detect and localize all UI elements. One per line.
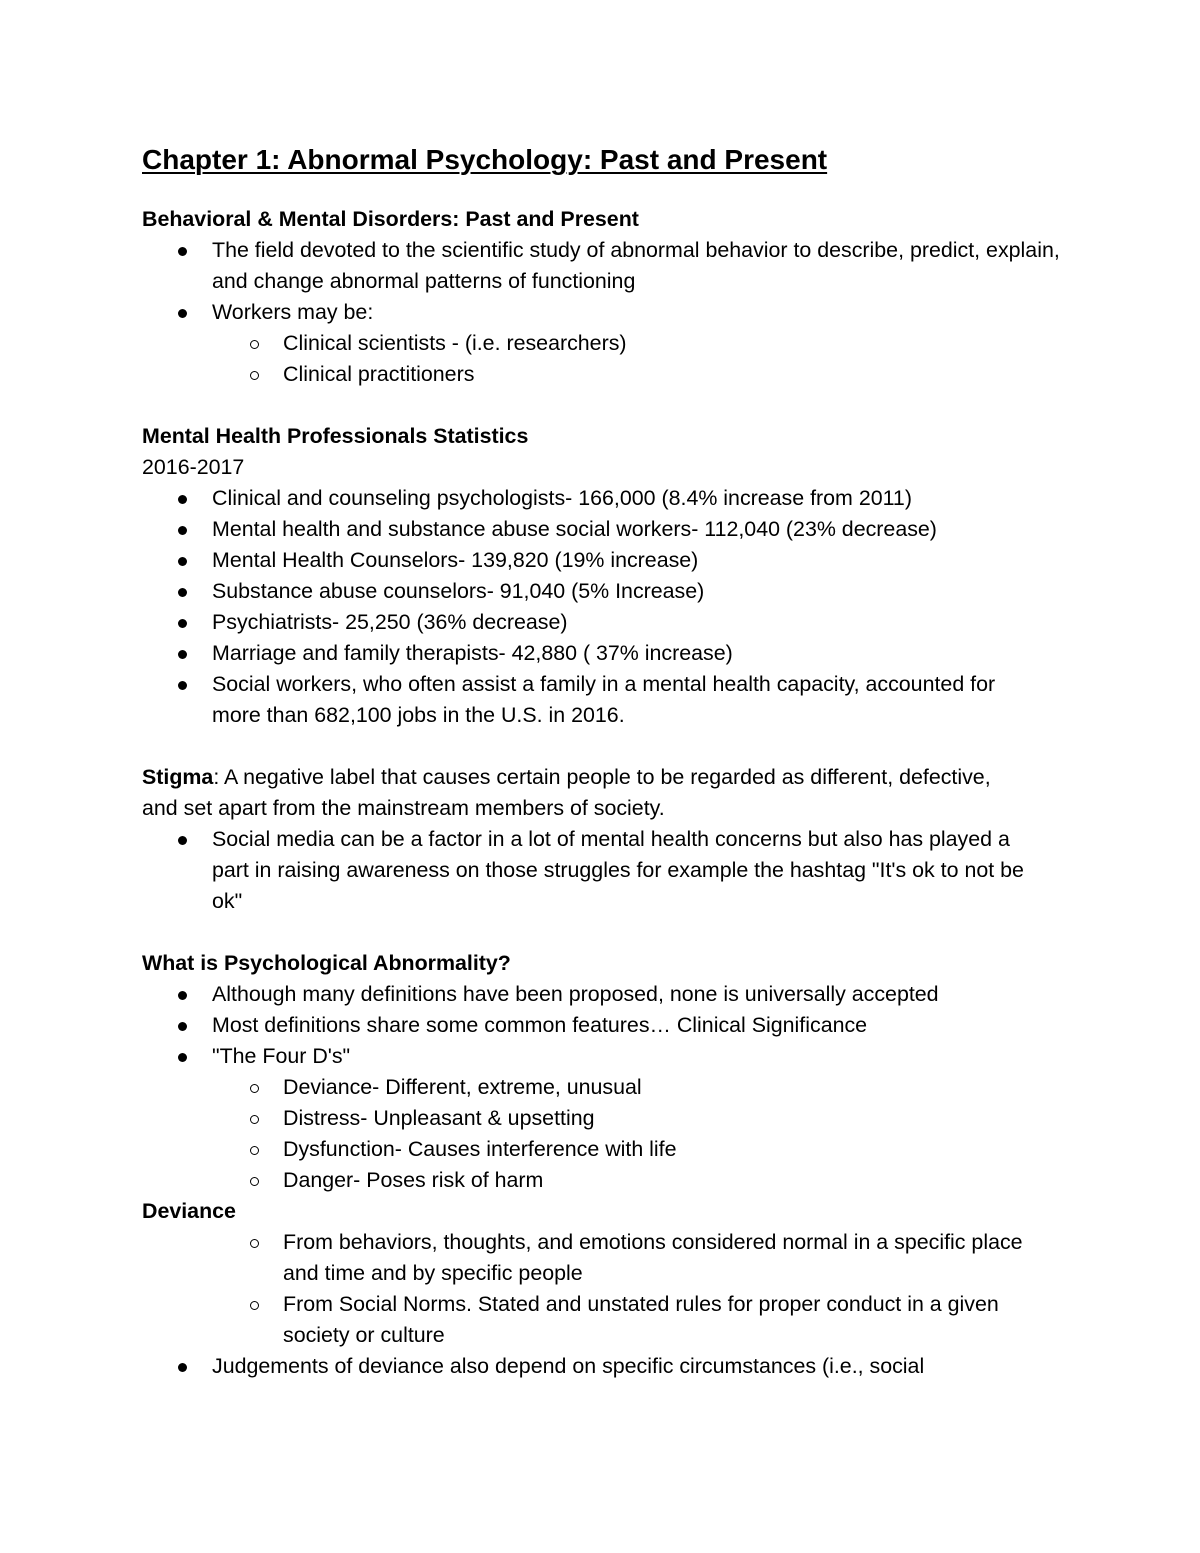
list-item: "The Four D's" Deviance- Different, extreme, unusual Distress- Unpleasant & upsetting Dysfunction- Causes interference with life Danger- Poses risk of harm bbox=[142, 1041, 1072, 1196]
bullet-circle-icon bbox=[250, 1115, 259, 1124]
sub-list-item: Distress- Unpleasant & upsetting bbox=[142, 1103, 1072, 1134]
list-item: Workers may be: Clinical scientists - (i.e. researchers) Clinical practitioners bbox=[142, 297, 1072, 390]
section-heading-disorders: Behavioral & Mental Disorders: Past and Present bbox=[142, 207, 639, 231]
list-item: Marriage and family therapists- 42,880 ( 37% increase) bbox=[142, 638, 1072, 669]
list-item: Mental Health Counselors- 139,820 (19% increase) bbox=[142, 545, 1072, 576]
bullet-dot-icon bbox=[178, 247, 187, 256]
list-item: The field devoted to the scientific study of abnormal behavior to describe, predict, explain, and change abnormal patterns of functioning bbox=[142, 235, 1072, 297]
bullet-dot-icon bbox=[178, 588, 187, 597]
bullet-dot-icon bbox=[178, 526, 187, 535]
bullet-dot-icon bbox=[178, 1363, 187, 1372]
bullet-list bbox=[142, 235, 1072, 390]
bullet-dot-icon bbox=[178, 309, 187, 318]
bullet-list bbox=[142, 1351, 1072, 1382]
section-heading-statistics: Mental Health Professionals Statistics bbox=[142, 424, 529, 448]
sub-list-item: Clinical practitioners bbox=[142, 359, 1072, 390]
blank-line bbox=[142, 731, 1072, 762]
sub-list-item: From behaviors, thoughts, and emotions considered normal in a specific place and time and by specific people bbox=[142, 1227, 1072, 1289]
list-item: Clinical and counseling psychologists- 166,000 (8.4% increase from 2011) bbox=[142, 483, 1072, 514]
sub-list-item: Deviance- Different, extreme, unusual bbox=[142, 1072, 1072, 1103]
document-page bbox=[142, 142, 1072, 1382]
bullet-circle-icon bbox=[250, 371, 259, 380]
sub-list-item: From Social Norms. Stated and unstated rules for proper conduct in a given society or culture bbox=[142, 1289, 1072, 1351]
blank-line bbox=[142, 917, 1072, 948]
list-item: Judgements of deviance also depend on specific circumstances (i.e., social bbox=[142, 1351, 1072, 1382]
bullet-dot-icon bbox=[178, 495, 187, 504]
bullet-dot-icon bbox=[178, 1053, 187, 1062]
bullet-dot-icon bbox=[178, 1022, 187, 1031]
blank-line bbox=[142, 390, 1072, 421]
list-item: Psychiatrists- 25,250 (36% decrease) bbox=[142, 607, 1072, 638]
sub-list-item: Clinical scientists - (i.e. researchers) bbox=[142, 328, 1072, 359]
list-item: Mental health and substance abuse social workers- 112,040 (23% decrease) bbox=[142, 514, 1072, 545]
stigma-term: Stigma bbox=[142, 765, 214, 789]
chapter-title: Chapter 1: Abnormal Psychology: Past and Present bbox=[142, 144, 828, 175]
bullet-circle-icon bbox=[250, 1301, 259, 1310]
sub-list-item: Dysfunction- Causes interference with life bbox=[142, 1134, 1072, 1165]
sub-bullet-list bbox=[142, 1072, 1072, 1196]
bullet-dot-icon bbox=[178, 836, 187, 845]
sub-list-item: Danger- Poses risk of harm bbox=[142, 1165, 1072, 1196]
bullet-circle-icon bbox=[250, 1084, 259, 1093]
bullet-dot-icon bbox=[178, 991, 187, 1000]
section-heading-abnormality: What is Psychological Abnormality? bbox=[142, 951, 511, 975]
bullet-list bbox=[142, 824, 1072, 917]
bullet-circle-icon bbox=[250, 1146, 259, 1155]
bullet-list bbox=[142, 979, 1072, 1196]
list-item: Substance abuse counselors- 91,040 (5% Increase) bbox=[142, 576, 1072, 607]
sub-bullet-list bbox=[142, 328, 1072, 390]
list-item: Social workers, who often assist a family in a mental health capacity, accounted for more than 682,100 jobs in the U.S. in 2016. bbox=[142, 669, 1072, 731]
bullet-dot-icon bbox=[178, 619, 187, 628]
sub-bullet-list bbox=[142, 1227, 1072, 1351]
list-item: Most definitions share some common features… Clinical Significance bbox=[142, 1010, 1072, 1041]
bullet-dot-icon bbox=[178, 681, 187, 690]
bullet-circle-icon bbox=[250, 1177, 259, 1186]
bullet-dot-icon bbox=[178, 557, 187, 566]
list-item: Social media can be a factor in a lot of mental health concerns but also has played a part in raising awareness on those struggles for example the hashtag "It's ok to not be ok" bbox=[142, 824, 1072, 917]
spacer bbox=[142, 178, 1072, 204]
list-item: Although many definitions have been proposed, none is universally accepted bbox=[142, 979, 1072, 1010]
bullet-dot-icon bbox=[178, 650, 187, 659]
statistics-year: 2016-2017 bbox=[142, 455, 245, 479]
stigma-definition: Stigma: A negative label that causes certain people to be regarded as different, defective, and set apart from the mainstream members of society. bbox=[142, 765, 991, 820]
bullet-list bbox=[142, 483, 1072, 731]
bullet-circle-icon bbox=[250, 340, 259, 349]
bullet-circle-icon bbox=[250, 1239, 259, 1248]
section-heading-deviance: Deviance bbox=[142, 1199, 236, 1223]
